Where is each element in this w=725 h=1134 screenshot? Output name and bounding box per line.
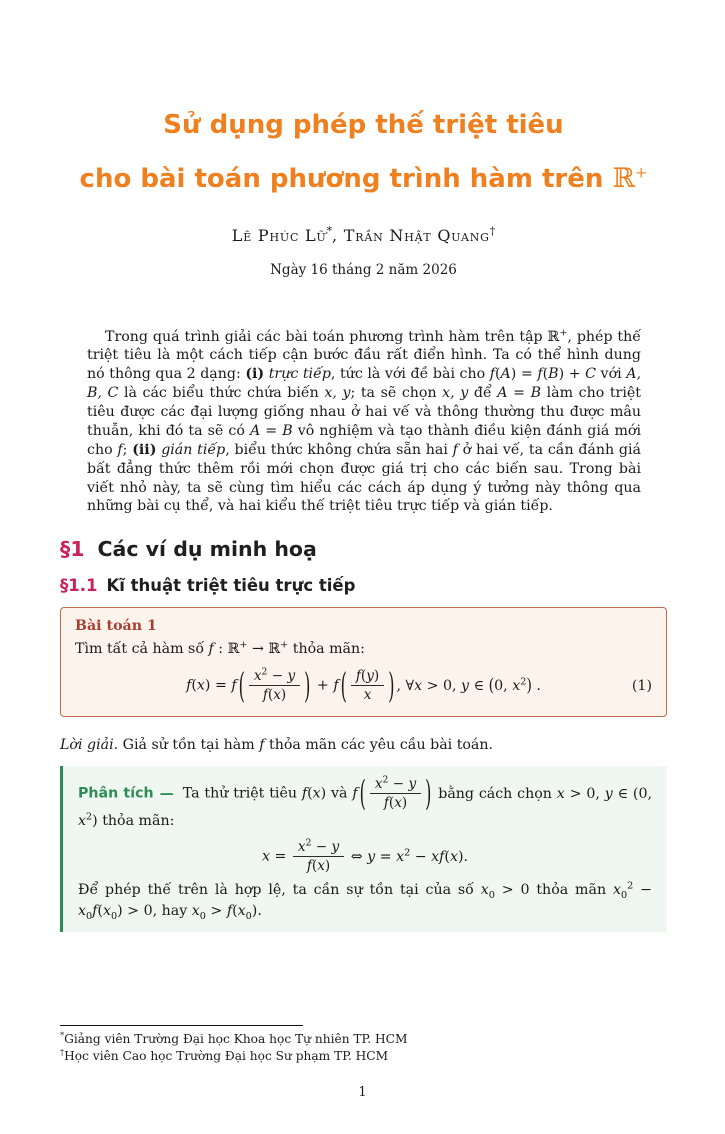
eq1-tail: , ∀x > 0, y ∈ (0, $x^2$) .	[396, 675, 541, 696]
solution-intro: Lời giải. Giả sử tồn tại hàm f thỏa mãn các yêu cầu bài toán.	[60, 737, 494, 754]
footnote-2: †Học viên Cao học Trường Đại học Sư phạm TP. HCM	[60, 1046, 389, 1063]
analysis-paragraph-1	[78, 773, 652, 832]
abstract-paragraph: Trong quá trình giải các bài toán phương trình hàm trên tập ℝ+, phép thế triệt tiêu là một cách tiếp cận bước đầu rất điển hình. Ta có thể hình dung nó thông qua 2 dạng: (i) trực tiếp, tức là với đề bài cho f(A) = f(B) + C với A, B, C là các biểu thức chứa biến x, y; ta sẽ chọn x, y để A = B làm cho triệt tiêu được các đại lượng giống nhau ở hai vế và thông thường thu được mâu thuẫn, khi đó ta sẽ có A = B vô nghiệm và tạo thành điều kiện đánh giá mới cho f; (ii) gián tiếp, biểu thức không chứa sẵn hai f ở hai vế, ta cần đánh giá bất đẳng thức thêm rồi mới chọn được giá trị cho các biến sau. Trong bài viết nhỏ này, ta sẽ cùng tìm hiểu các cách áp dụng ý tưởng này thông qua những bài cụ thể, và hai kiểu thế triệt tiêu trực tiếp và gián tiếp.	[87, 326, 642, 515]
eq1-mid: + f	[312, 677, 339, 694]
title-line-2	[60, 163, 667, 195]
fraction-2-denominator: x	[363, 687, 372, 704]
fraction-1	[249, 668, 300, 703]
section-1-number: §1	[60, 537, 85, 562]
equation-1-number: (1)	[631, 677, 652, 694]
section-1-heading	[60, 537, 667, 561]
left-paren-icon: (	[359, 773, 366, 815]
right-paren-icon: )	[425, 773, 432, 815]
title-line-2-text: cho bài toán phương trình hàm trên	[79, 164, 613, 195]
analysis-eq-pre: x =	[261, 848, 291, 865]
footnote-rule	[60, 1025, 303, 1026]
analysis-eq-fraction-numerator: $x^2 - y$	[293, 839, 344, 857]
analysis-inline-fraction	[370, 776, 421, 811]
analysis-intro-1: Ta thử triệt tiêu f(x) và f	[182, 785, 358, 802]
left-paren-icon: (	[238, 665, 245, 707]
left-paren-icon: (	[340, 665, 347, 707]
page-number: 1	[358, 1085, 367, 1100]
right-paren-icon: )	[388, 665, 395, 707]
analysis-inline-fraction-denominator: f(x)	[383, 795, 408, 812]
problem-statement: Tìm tất cả hàm số f : ℝ+ → ℝ+ thỏa mãn:	[75, 639, 365, 658]
analysis-equation	[78, 839, 652, 874]
analysis-eq-fraction-denominator: f(x)	[306, 858, 331, 875]
fraction-1-numerator: $x^2 - y$	[249, 668, 300, 686]
real-numbers-symbol: ℝ	[612, 163, 635, 195]
document-page	[0, 110, 725, 1100]
fraction-1-denominator: f(x)	[262, 687, 287, 704]
section-1-1-heading	[60, 576, 667, 595]
footnotes	[60, 1025, 620, 1066]
analysis-equation-body	[78, 839, 652, 874]
date-line: Ngày 16 tháng 2 năm 2026	[270, 261, 457, 278]
problem-label: Bài toán 1	[75, 618, 157, 635]
analysis-paragraph-2: Để phép thế trên là hợp lệ, ta cần sự tồn tại của số $x_0 > 0$ thỏa mãn $x_0^2 - x_0f(x_0) > 0$, hay $x_0 > f(x_0)$.	[78, 880, 652, 922]
eq1-lead: f(x) = f	[186, 677, 237, 694]
paper-title	[60, 110, 667, 196]
footnote-1: *Giảng viên Trường Đại học Khoa học Tự nhiên TP. HCM	[60, 1029, 408, 1046]
section-1-1-number: §1.1	[60, 576, 98, 596]
equation-1	[75, 665, 652, 707]
analysis-inline-fraction-numerator: $x^2 - y$	[370, 776, 421, 794]
fraction-2-numerator: f(y)	[351, 668, 384, 686]
problem-box	[60, 607, 667, 717]
analysis-eq-post: ⇔ $y = x^2 - xf(x)$.	[346, 846, 469, 865]
plus-superscript: +	[634, 163, 648, 182]
analysis-dash: —	[159, 785, 174, 802]
section-1-1-title: Kĩ thuật triệt tiêu trực tiếp	[106, 576, 356, 596]
analysis-box	[60, 766, 667, 932]
equation-1-body	[109, 665, 618, 707]
section-1-title: Các ví dụ minh hoạ	[97, 537, 317, 562]
analysis-eq-fraction	[293, 839, 344, 874]
analysis-intro-2: bằng cách chọn x > 0, y ∈ (0, $x^2$) thỏa mãn:	[78, 785, 652, 830]
right-paren-icon: )	[304, 665, 311, 707]
authors-line: Lê Phúc Lữ*, Trần Nhật Quang†	[231, 224, 496, 245]
analysis-label: Phân tích	[78, 785, 154, 802]
fraction-2	[351, 668, 384, 703]
title-line-1: Sử dụng phép thế triệt tiêu	[163, 110, 564, 140]
